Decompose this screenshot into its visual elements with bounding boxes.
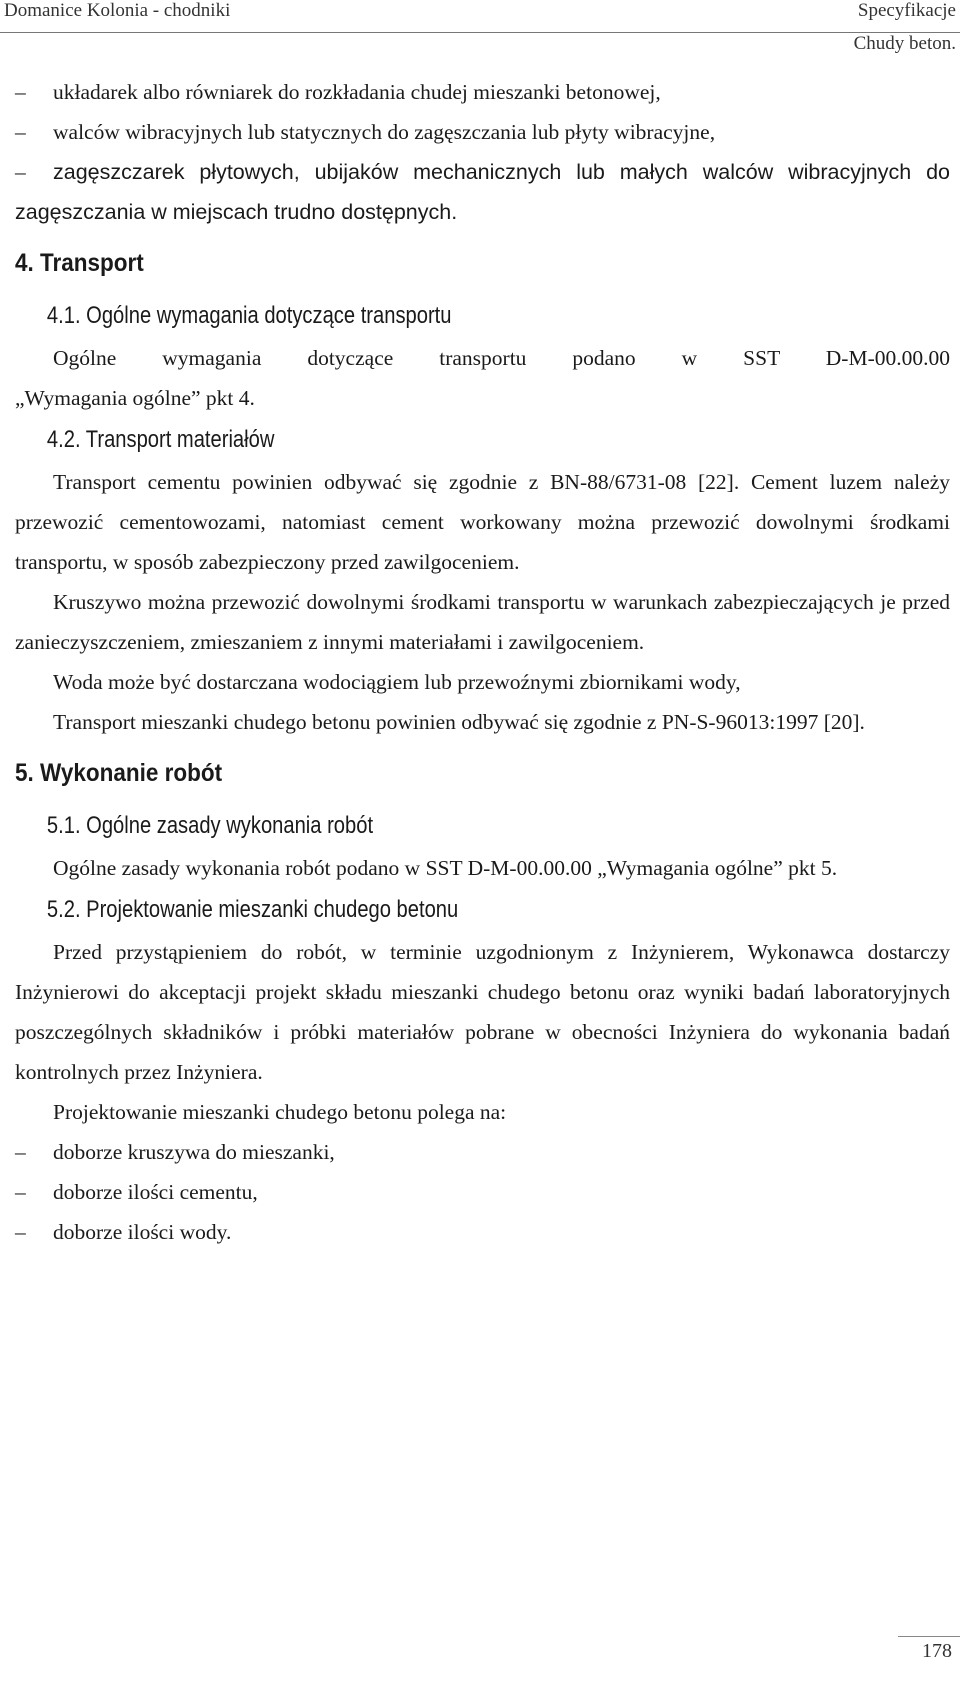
paragraph-mix-transport: Transport mieszanki chudego betonu powinien odbywać się zgodnie z PN-S-96013:1997 [20]. (53, 710, 865, 734)
paragraph-aggregate-transport: Kruszywo można przewozić dowolnymi środkami transportu w warunkach zabezpieczających je przed zanieczyszczeniem, zmieszaniem z innymi materiałami i zawilgoceniem. (15, 590, 950, 654)
section-heading-execution: 5. Wykonanie robót (15, 759, 223, 787)
paragraph-mix-design-approval: Przed przystąpieniem do robót, w terminie uzgodnionym z Inżynierem, Wykonawca dostarczy Inżynierowi do akceptacji projekt składu mieszanki chudego betonu oraz wyniki badań laboratoryjnych poszczególnych składników i próbki materiałów pobrane w obecności Inżyniera do wykonania badań kontrolnych przez Inżyniera. (15, 940, 950, 1084)
paragraph-4-1-line1: Ogólne wymagania dotyczące transportu podano w SST D-M-00.00.00 (53, 346, 950, 370)
list-item-text: zagęszczarek płytowych, ubijaków mechanicznych lub małych walców wibracyjnych do zagęszczania w miejscach trudno dostępnych. (15, 160, 950, 224)
paragraph-4-1-line2: „Wymagania ogólne” pkt 4. (15, 386, 255, 410)
list-item-text: doborze ilości wody. (53, 1220, 232, 1244)
list-item-text: walców wibracyjnych lub statycznych do zagęszczania lub płyty wibracyjne, (53, 120, 716, 144)
list-item (15, 112, 950, 152)
list-item (15, 72, 950, 112)
subsection-heading-4-1: 4.1. Ogólne wymagania dotyczące transportu (46, 302, 452, 329)
dash-bullet: – (15, 160, 26, 184)
paragraph-5-1: Ogólne zasady wykonania robót podano w SST D-M-00.00.00 „Wymagania ogólne” pkt 5. (53, 856, 838, 880)
page-header (0, 0, 960, 62)
dash-bullet: – (15, 1220, 26, 1244)
header-doc-type: Specyfikacje (857, 0, 956, 21)
dash-bullet: – (15, 120, 26, 144)
page-number: 178 (922, 1640, 952, 1662)
list-item (15, 152, 950, 232)
dash-bullet: – (15, 1140, 26, 1164)
paragraph-mix-design-intro: Projektowanie mieszanki chudego betonu polega na: (53, 1100, 507, 1124)
list-item-text: doborze kruszywa do mieszanki, (53, 1140, 335, 1164)
list-item (15, 1212, 950, 1252)
subsection-heading-5-1: 5.1. Ogólne zasady wykonania robót (46, 812, 374, 839)
footer-rule (898, 1636, 960, 1637)
dash-bullet: – (15, 1180, 26, 1204)
header-section-name: Chudy beton. (853, 33, 956, 54)
header-project-title: Domanice Kolonia - chodniki (4, 0, 231, 21)
subsection-heading-5-2: 5.2. Projektowanie mieszanki chudego betonu (46, 896, 459, 923)
paragraph-cement-transport: Transport cementu powinien odbywać się zgodnie z BN-88/6731-08 [22]. Cement luzem należy przewozić cementowozami, natomiast cement workowany można przewozić dowolnymi środkami transportu, w sposób zabezpieczony przed zawilgoceniem. (15, 470, 950, 574)
dash-bullet: – (15, 80, 26, 104)
list-item (15, 1132, 950, 1172)
section-heading-transport: 4. Transport (15, 249, 144, 277)
header-rule (0, 32, 960, 33)
list-item-text: układarek albo równiarek do rozkładania chudej mieszanki betonowej, (53, 80, 661, 104)
list-item-text: doborze ilości cementu, (53, 1180, 258, 1204)
page-body (15, 72, 950, 1252)
subsection-heading-4-2: 4.2. Transport materiałów (46, 426, 275, 453)
list-item (15, 1172, 950, 1212)
paragraph-water-transport: Woda może być dostarczana wodociągiem lub przewoźnymi zbiornikami wody, (53, 670, 741, 694)
